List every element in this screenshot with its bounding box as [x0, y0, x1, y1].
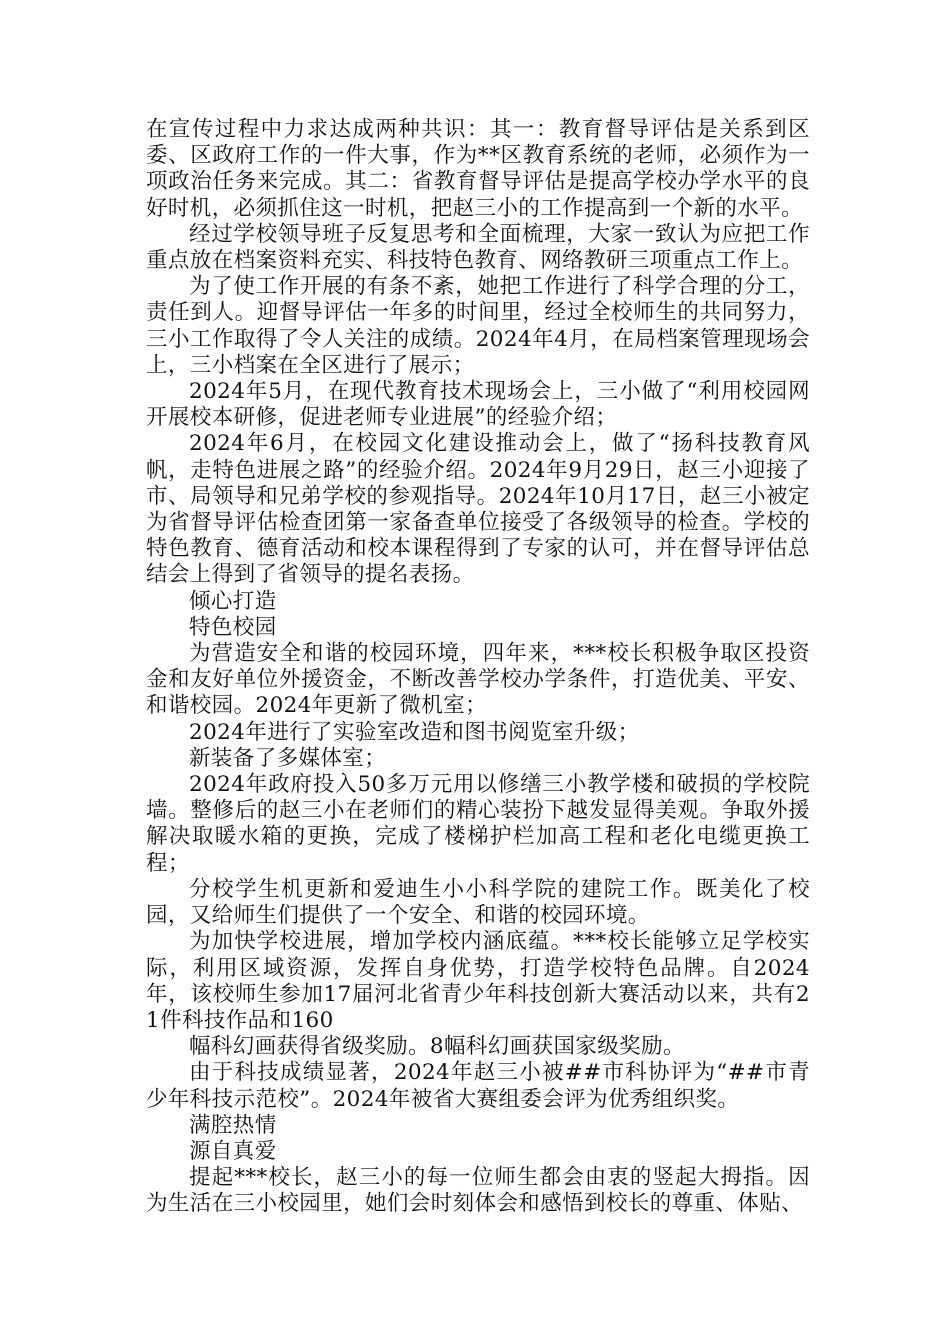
section-heading-2b: 源自真爱 [189, 1138, 277, 1164]
paragraph-11: 为加快学校进展，增加学校内涵底蕴。***校长能够立足学校实际，利用区域资源，发挥自身优势，打造学校特色品牌。自2024年，该校师生参加17届河北省青少年科技创新大赛活动以来，共有21件科技作品和160 [146, 929, 810, 1033]
paragraph-3: 为了使工作开展的有条不紊，她把工作进行了科学合理的分工，责任到人。迎督导评估一年多的时间里，经过全校师生的共同努力，三小工作取得了令人关注的成绩。2024年4月，在局档案管理现场会上，三小档案在全区进行了展示； [146, 274, 810, 378]
paragraph-2: 经过学校领导班子反复思考和全面梳理，大家一致认为应把工作重点放在档案资料充实、科技特色教育、网络教研三项重点工作上。 [146, 221, 810, 274]
section-heading-1a: 倾心打造 [189, 588, 277, 614]
paragraph-5: 2024年6月，在校园文化建设推动会上，做了“扬科技教育风帆，走特色进展之路”的经验介绍。2024年9月29日，赵三小迎接了市、局领导和兄弟学校的参观指导。2024年10月17日，赵三小被定为省督导评估检查团第一家备查单位接受了各级领导的检查。学校的特色教育、德育活动和校本课程得到了专家的认可，并在督导评估总结会上得到了省领导的提名表扬。 [146, 431, 810, 588]
section-heading-2a: 满腔热情 [189, 1112, 277, 1138]
paragraph-14: 提起***校长，赵三小的每一位师生都会由衷的竖起大拇指。因为生活在三小校园里，她们会时刻体会和感悟到校长的尊重、体贴、 [146, 1165, 810, 1217]
paragraph-8: 新装备了多媒体室； [189, 745, 387, 771]
paragraph-10: 分校学生机更新和爱迪生小小科学院的建院工作。既美化了校园，又给师生们提供了一个安全、和谐的校园环境。 [146, 876, 810, 929]
paragraph-13: 由于科技成绩显著，2024年赵三小被##市科协评为“##市青少年科技示范校”。2024年被省大赛组委会评为优秀组织奖。 [146, 1060, 810, 1112]
paragraph-4: 2024年5月，在现代教育技术现场会上，三小做了“利用校园网开展校本研修，促进老师专业进展”的经验介绍； [146, 379, 810, 431]
paragraph-12: 幅科幻画获得省级奖励。8幅科幻画获国家级奖励。 [189, 1034, 685, 1060]
paragraph-7: 2024年进行了实验室改造和图书阅览室升级； [189, 719, 640, 745]
paragraph-1: 在宣传过程中力求达成两种共识：其一：教育督导评估是关系到区委、区政府工作的一件大事，作为**区教育系统的老师，必须作为一项政治任务来完成。其二：省教育督导评估是提高学校办学水平的良好时机，必须抓住这一时机，把赵三小的工作提高到一个新的水平。 [146, 117, 810, 221]
section-heading-1b: 特色校园 [189, 614, 277, 640]
paragraph-6: 为营造安全和谐的校园环境，四年来，***校长积极争取区投资金和友好单位外援资金，不断改善学校办学条件，打造优美、平安、和谐校园。2024年更新了微机室； [146, 641, 810, 719]
paragraph-9: 2024年政府投入50多万元用以修缮三小教学楼和破损的学校院墙。整修后的赵三小在老师们的精心装扮下越发显得美观。争取外援解决取暖水箱的更换，完成了楼梯护栏加高工程和老化电缆更换工程； [146, 772, 810, 876]
